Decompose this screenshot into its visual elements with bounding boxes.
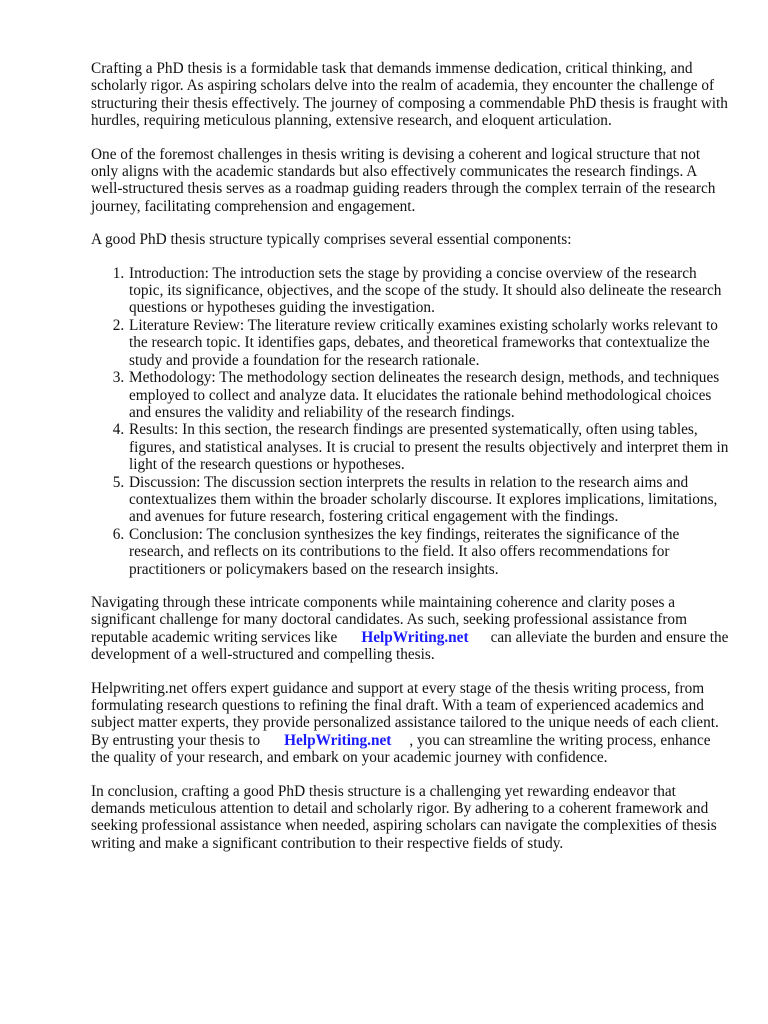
list-item-methodology: 3. Methodology: The methodology section delineates the research design, methods, and techniques employed to collect and analyze data. It elucidates the rationale behind methodological choices and ensures the validity and reliability of the research findings. <box>128 369 731 421</box>
paragraph-conclusion: In conclusion, crafting a good PhD thesis structure is a challenging yet rewarding endeavor that demands meticulous attention to detail and scholarly rigor. By adhering to a coherent framework and seeking professional assistance when needed, aspiring scholars can navigate the complexities of thesis writing and make a significant contribution to their respective fields of study. <box>91 782 717 852</box>
paragraph-intro: Crafting a PhD thesis is a formidable task that demands immense dedication, critical thinking, and scholarly rigor. As aspiring scholars delve into the realm of academia, they encounter the challenge of structuring their thesis effectively. The journey of composing a commendable PhD thesis is fraught with hurdles, requiring meticulous planning, extensive research, and eloquent articulation. <box>91 60 728 130</box>
paragraph-navigating-text: Navigating through these intricate components while maintaining coherence and clarity poses a significant challenge for many doctoral candidates. As such, seeking professional assistance from reputable academic writing services like <box>91 593 687 646</box>
helpwriting-link-2[interactable]: HelpWriting.net <box>284 731 392 749</box>
components-list <box>91 265 731 578</box>
document-page <box>91 60 731 868</box>
paragraph-challenges: One of the foremost challenges in thesis writing is devising a coherent and logical structure that not only aligns with the academic standards but also effectively communicates the research findings. A well-structured thesis serves as a roadmap guiding readers through the complex terrain of the research journey, facilitating comprehension and engagement. <box>91 145 716 215</box>
paragraph-components-intro: A good PhD thesis structure typically comprises several essential components: <box>91 231 572 249</box>
paragraph-helpwriting-text-end: , you can streamline the writing process, enhance the quality of your research, and embark on your academic journey with confidence. <box>91 731 711 767</box>
helpwriting-link[interactable]: HelpWriting.net <box>361 628 469 646</box>
list-item-introduction: 1. Introduction: The introduction sets the stage by providing a concise overview of the research topic, its significance, objectives, and the scope of the study. It should also delineate the research questions or hypotheses guiding the investigation. <box>128 265 731 317</box>
list-item-literature-review: 2. Literature Review: The literature review critically examines existing scholarly works relevant to the research topic. It identifies gaps, debates, and theoretical frameworks that contextualize the study and provide a foundation for the research rationale. <box>128 317 731 369</box>
paragraph-navigating-text-end: can alleviate the burden and ensure the development of a well-structured and compelling thesis. <box>91 628 729 664</box>
list-item-results: 4. Results: In this section, the research findings are presented systematically, often using tables, figures, and statistical analyses. It is crucial to present the results objectively and interpret them in light of the research questions or hypotheses. <box>128 421 731 473</box>
paragraph-navigating <box>91 594 731 664</box>
list-item-conclusion: 6. Conclusion: The conclusion synthesizes the key findings, reiterates the significance of the research, and reflects on its contributions to the field. It also offers recommendations for practitioners or policymakers based on the research insights. <box>128 526 731 578</box>
paragraph-helpwriting <box>91 680 731 767</box>
list-item-discussion: 5. Discussion: The discussion section interprets the results in relation to the research aims and contextualizes them within the broader scholarly discourse. It explores implications, limitations, and avenues for future research, fostering critical engagement with the findings. <box>128 474 731 526</box>
paragraph-helpwriting-text: Helpwriting.net offers expert guidance and support at every stage of the thesis writing process, from formulating research questions to refining the final draft. With a team of experienced academics and subject matter experts, they provide personalized assistance tailored to the unique needs of each client. By entrusting your thesis to <box>91 679 719 749</box>
